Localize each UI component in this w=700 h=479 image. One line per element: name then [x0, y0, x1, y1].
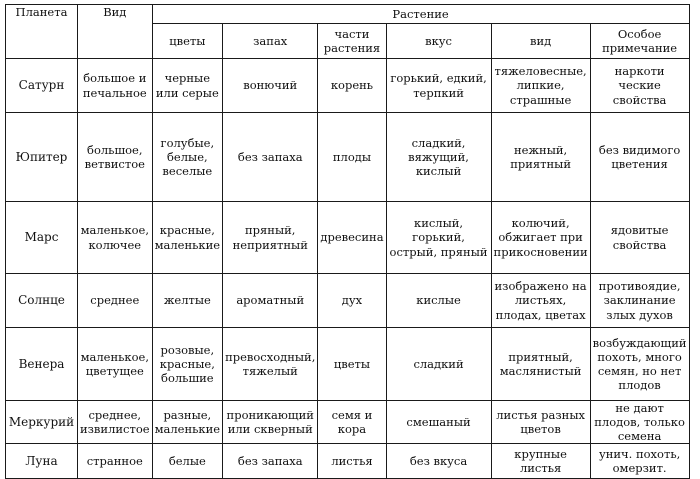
- cell-smell: вонючий: [223, 59, 318, 113]
- cell-flowers: желтые: [152, 274, 223, 328]
- cell-taste: сладкий: [386, 328, 491, 401]
- header-look: вид: [491, 24, 590, 59]
- cell-planet: Венера: [6, 328, 78, 401]
- cell-note: не дают плодов, только семена: [590, 401, 689, 444]
- cell-type: среднее, извилистое: [78, 401, 153, 444]
- cell-look: колючий, обжигает при прикосновении: [491, 202, 590, 274]
- header-type: Вид: [78, 5, 153, 59]
- header-taste: вкус: [386, 24, 491, 59]
- header-planet: Планета: [6, 5, 78, 59]
- cell-look: листья разных цветов: [491, 401, 590, 444]
- cell-type: большое, ветвистое: [78, 113, 153, 202]
- header-row-1: [6, 5, 690, 24]
- cell-look: изображено на листьях, плодах, цветах: [491, 274, 590, 328]
- planet-plant-table-wrapper: [5, 4, 690, 479]
- cell-look: нежный, приятный: [491, 113, 590, 202]
- cell-smell: без запаха: [223, 444, 318, 479]
- cell-parts: корень: [318, 59, 386, 113]
- table-row: [6, 59, 690, 113]
- cell-parts: семя и кора: [318, 401, 386, 444]
- planet-plant-table: [5, 4, 690, 479]
- cell-smell: превосходный, тяжелый: [223, 328, 318, 401]
- cell-smell: пряный, неприятный: [223, 202, 318, 274]
- header-parts: части растения: [318, 24, 386, 59]
- cell-note: без видимого цветения: [590, 113, 689, 202]
- cell-taste: сладкий, вяжущий, кислый: [386, 113, 491, 202]
- cell-parts: плоды: [318, 113, 386, 202]
- header-smell: запах: [223, 24, 318, 59]
- cell-note: унич. похоть, омерзит.: [590, 444, 689, 479]
- cell-type: маленькое, колючее: [78, 202, 153, 274]
- cell-flowers: разные, маленькие: [152, 401, 223, 444]
- cell-parts: дух: [318, 274, 386, 328]
- cell-smell: ароматный: [223, 274, 318, 328]
- cell-planet: Луна: [6, 444, 78, 479]
- cell-taste: кислый, горький, острый, пряный: [386, 202, 491, 274]
- cell-taste: горький, едкий, терпкий: [386, 59, 491, 113]
- cell-type: среднее: [78, 274, 153, 328]
- table-row: [6, 401, 690, 444]
- cell-flowers: голубые, белые, веселые: [152, 113, 223, 202]
- cell-planet: Солнце: [6, 274, 78, 328]
- cell-type: странное: [78, 444, 153, 479]
- header-note: Особое примечание: [590, 24, 689, 59]
- cell-look: приятный, маслянистый: [491, 328, 590, 401]
- cell-flowers: черные или серые: [152, 59, 223, 113]
- cell-smell: проникающий или скверный: [223, 401, 318, 444]
- cell-parts: цветы: [318, 328, 386, 401]
- table-row: [6, 328, 690, 401]
- cell-flowers: розовые, красные, большие: [152, 328, 223, 401]
- cell-parts: древесина: [318, 202, 386, 274]
- cell-type: маленькое, цветущее: [78, 328, 153, 401]
- cell-flowers: белые: [152, 444, 223, 479]
- table-row: [6, 444, 690, 479]
- cell-look: крупные листья: [491, 444, 590, 479]
- header-flowers: цветы: [152, 24, 223, 59]
- cell-parts: листья: [318, 444, 386, 479]
- cell-taste: смешаный: [386, 401, 491, 444]
- cell-look: тяжеловесные, липкие, страшные: [491, 59, 590, 113]
- table-row: [6, 113, 690, 202]
- cell-planet: Меркурий: [6, 401, 78, 444]
- cell-taste: без вкуса: [386, 444, 491, 479]
- cell-type: большое и печальное: [78, 59, 153, 113]
- cell-note: наркоти ческие свойства: [590, 59, 689, 113]
- cell-note: ядовитые свойства: [590, 202, 689, 274]
- cell-note: противоядие, заклинание злых духов: [590, 274, 689, 328]
- cell-note: возбуждающий похоть, много семян, но нет плодов: [590, 328, 689, 401]
- table-row: [6, 202, 690, 274]
- cell-taste: кислые: [386, 274, 491, 328]
- cell-planet: Юпитер: [6, 113, 78, 202]
- table-row: [6, 274, 690, 328]
- cell-smell: без запаха: [223, 113, 318, 202]
- cell-planet: Сатурн: [6, 59, 78, 113]
- header-plant: Растение: [152, 5, 689, 24]
- cell-planet: Марс: [6, 202, 78, 274]
- cell-flowers: красные, маленькие: [152, 202, 223, 274]
